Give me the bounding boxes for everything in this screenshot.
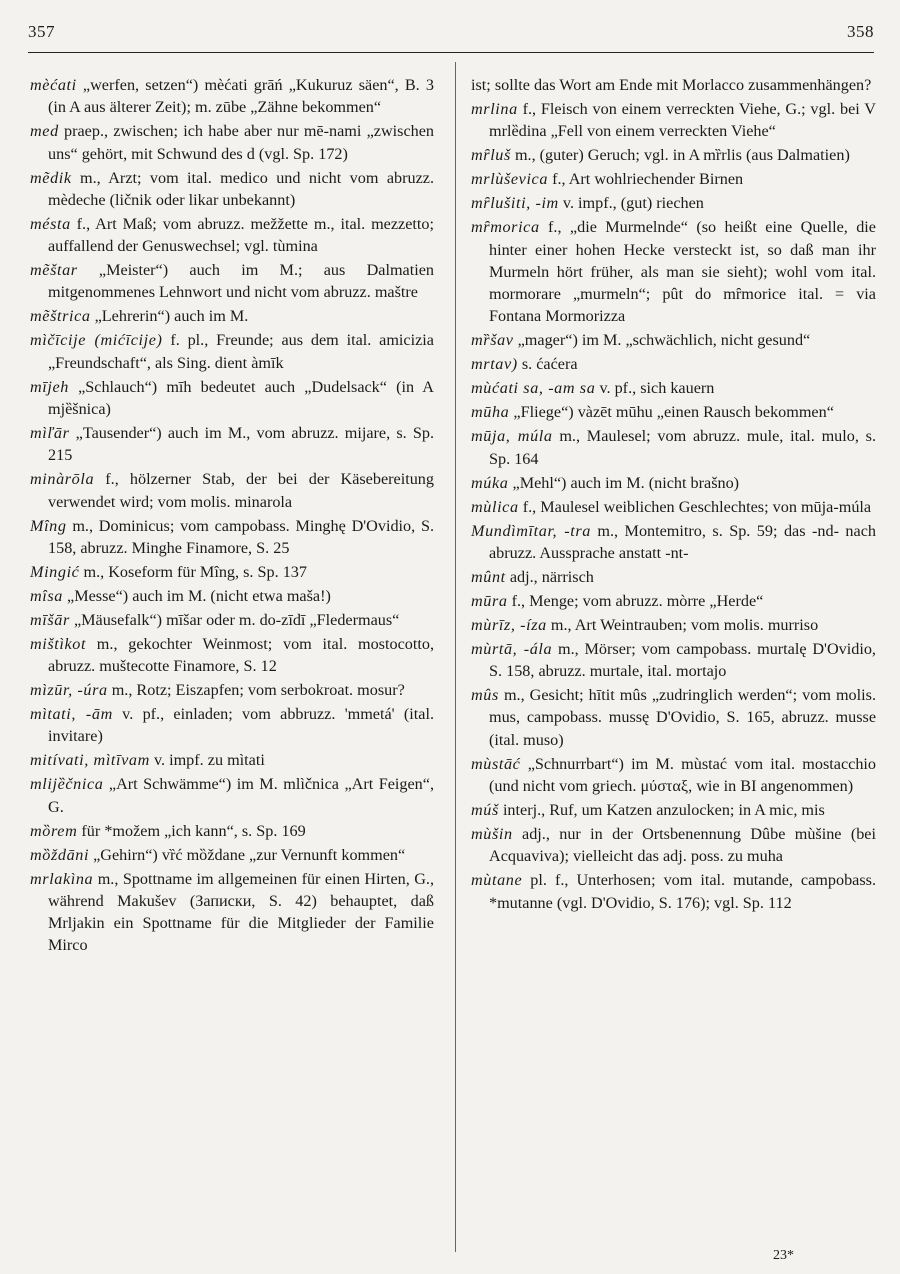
- entry-definition: m., Spottname im allgemeinen für einen Hirten, G., während Makušev (Записки, S. 42) behauptet, daß Mrljakin ein Spottname für die Mitglieder der Familie Mirco: [48, 869, 434, 955]
- entry-definition: f., hölzerner Stab, der bei der Käsebereitung verwendet wird; vom molis. minarola: [48, 470, 434, 511]
- entry-definition: m., Gesicht; hītit mûs „zudringlich werden“; vom molis. mus, campobass. mussę D'Ovidio, S. 165, abruzz. musse (ital. muso): [489, 686, 876, 749]
- dictionary-entry: [471, 638, 876, 683]
- page-number-right: 358: [847, 22, 874, 41]
- entry-definition: f., Menge; vom abruzz. mòrre „Herde“: [507, 591, 764, 610]
- entry-definition: „Mäusefalk“) mīšar oder m. do-zīdī „Fledermaus“: [69, 610, 400, 629]
- entry-headword: mèćati: [30, 76, 77, 94]
- entry-definition: „Schlauch“) mīh bedeutet auch „Dudelsack“ (in A mjȅšnica): [48, 377, 434, 418]
- entry-headword: mȍrem: [30, 821, 78, 840]
- dictionary-entry: [30, 844, 434, 866]
- entry-headword: mlijȅčnica: [30, 775, 104, 794]
- dictionary-entry: [30, 376, 434, 421]
- entry-definition: für *možem „ich kann“, s. Sp. 169: [77, 821, 306, 840]
- entry-definition: adj., närrisch: [505, 567, 594, 586]
- left-column: [30, 74, 434, 958]
- entry-definition: m., Dominicus; vom campobass. Minghę D'Ovidio, S. 158, abruzz. Minghe Finamore, S. 25: [48, 516, 434, 557]
- dictionary-entry: [30, 74, 434, 119]
- dictionary-entry: [471, 753, 876, 798]
- entry-definition: m., (guter) Geruch; vgl. in A mȑrlis (aus Dalmatien): [510, 146, 850, 165]
- dictionary-entry: [30, 868, 434, 957]
- entry-definition: f., Art Maß; vom abruzz. mežžette m., ital. mezzetto; auffallend der Genuswechsel; vgl. tùmina: [48, 214, 434, 256]
- dictionary-entry: [30, 609, 434, 631]
- entry-headword: mùrtā, -ála: [471, 639, 553, 658]
- entry-definition: f., Maulesel weiblichen Geschlechtes; von mūja-múla: [518, 497, 872, 516]
- page-number-left: 357: [28, 22, 55, 41]
- entry-headword: mitívati, mìtīvam: [30, 751, 150, 770]
- entry-definition: „Gehirn“) vȑć mȍždane „zur Vernunft kommen“: [89, 845, 406, 864]
- entry-headword: mrlùševica: [471, 170, 549, 189]
- dictionary-entry: [471, 377, 876, 399]
- signature-mark: 23*: [773, 1248, 794, 1263]
- entry-headword: mésta: [30, 214, 71, 233]
- entry-headword: med: [30, 122, 59, 141]
- entry-headword: mîsa: [30, 586, 63, 605]
- dictionary-entry: [30, 305, 434, 327]
- entry-headword: Mundìmītar, -tra: [471, 521, 591, 540]
- entry-definition: „Fliege“) vàzēt mūhu „einen Rausch bekommen“: [509, 403, 834, 422]
- entry-definition: „Messe“) auch im M. (nicht etwa maša!): [62, 586, 331, 605]
- entry-definition: „Tausender“) auch im M., vom abruzz. mijare, s. Sp. 215: [48, 423, 434, 465]
- entry-headword: mūja, múla: [471, 427, 553, 446]
- column-divider: [455, 62, 456, 1252]
- dictionary-entry: [471, 472, 876, 494]
- right-column: [471, 74, 876, 916]
- entry-definition: „Mehl“) auch im M. (nicht brašno): [508, 473, 740, 492]
- entry-definition: v. impf. zu mìtati: [149, 751, 265, 770]
- dictionary-entry: [471, 799, 876, 821]
- entry-headword: mùrīz, -íza: [471, 615, 547, 634]
- entry-headword: mūha: [471, 403, 510, 422]
- entry-headword: minàrōla: [30, 470, 95, 489]
- entry-headword: mùstāć: [471, 754, 521, 773]
- entry-definition: „Meister“) auch im M.; aus Dalmatien mitgenommenes Lehnwort und nicht vom abruzz. maštre: [48, 261, 434, 302]
- dictionary-entry: [471, 684, 876, 751]
- dictionary-entry: [471, 869, 876, 914]
- entry-headword: mẽdik: [30, 168, 72, 187]
- dictionary-entry: [30, 468, 434, 513]
- dictionary-entry: [471, 401, 876, 423]
- entry-headword: mûs: [471, 686, 499, 705]
- dictionary-entry: [471, 425, 876, 470]
- dictionary-entry: [471, 74, 876, 96]
- entry-headword: mìzūr, -úra: [30, 681, 108, 700]
- entry-definition: pl. f., Unterhosen; vom ital. mutande, campobass. *mutanne (vgl. D'Ovidio, S. 176); vgl. Sp. 112: [489, 871, 876, 912]
- dictionary-entry: [471, 144, 876, 166]
- entry-headword: Mîng: [30, 516, 67, 535]
- dictionary-entry: [471, 590, 876, 612]
- dictionary-entry: [30, 120, 434, 165]
- entry-definition: „Lehrerin“) auch im M.: [90, 307, 249, 326]
- entry-definition: f. pl., Freunde; aus dem ital. amicizia „Freundschaft“, als Sing. dient àmīk: [48, 331, 434, 372]
- entry-definition: „Art Schwämme“) im M. mlìčnica „Art Feigen“, G.: [48, 775, 434, 816]
- header-rule: [28, 52, 874, 53]
- entry-headword: mȓmorica: [471, 218, 540, 237]
- dictionary-entry: [30, 422, 434, 467]
- dictionary-entry: [30, 820, 434, 842]
- dictionary-entry: [30, 259, 434, 304]
- dictionary-entry: [30, 703, 434, 748]
- dictionary-entry: [30, 773, 434, 818]
- entry-headword: mȓlušiti, -im: [471, 194, 559, 213]
- entry-headword: mûnt: [471, 567, 506, 586]
- entry-headword: mūra: [471, 591, 508, 610]
- entry-definition: „werfen, setzen“) mèćati grāń „Kukuruz säen“, B. 3 (in A aus älterer Zeit); m. zūbe „Zähne bekommen“: [48, 76, 434, 117]
- dictionary-entry: [30, 329, 434, 374]
- entry-definition: interj., Ruf, um Katzen anzulocken; in A mic, mis: [498, 800, 825, 819]
- entry-headword: múš: [471, 800, 499, 819]
- entry-headword: mìľār: [30, 423, 70, 442]
- entry-headword: mùtane: [471, 871, 523, 890]
- entry-headword: mùšin: [471, 824, 513, 843]
- entry-definition: m., Maulesel; vom abruzz. mule, ital. mulo, s. Sp. 164: [489, 427, 877, 468]
- dictionary-entry: [471, 823, 876, 868]
- dictionary-entry: [30, 633, 434, 678]
- dictionary-entry: [471, 614, 876, 636]
- dictionary-entry: [471, 98, 876, 143]
- dictionary-entry: [471, 566, 876, 588]
- dictionary-entry: [30, 515, 434, 560]
- entry-definition: m., Montemitro, s. Sp. 59; das -nd- nach abruzz. Aussprache anstatt -nt-: [489, 521, 876, 562]
- entry-headword: mȓluš: [471, 146, 511, 165]
- entry-definition: f., Fleisch von einem verreckten Viehe, G.; vgl. bei V mrlȅdina „Fell von einem verreckten Viehe“: [489, 99, 876, 141]
- entry-definition: adj., nur in der Ortsbenennung Dûbe mùšine (bei Acquaviva); vielleicht das adj. poss. zu muha: [489, 824, 876, 866]
- entry-headword: múka: [471, 473, 509, 492]
- entry-headword: mištìkot: [30, 634, 87, 653]
- entry-definition: m., Koseform für Mîng, s. Sp. 137: [79, 562, 307, 581]
- dictionary-entry: [471, 216, 876, 327]
- dictionary-entry: [30, 679, 434, 701]
- entry-definition: praep., zwischen; ich habe aber nur mē-nami „zwischen uns“ gehört, mit Schwund des d (vgl. Sp. 172): [48, 122, 434, 163]
- entry-definition: „mager“) im M. „schwächlich, nicht gesund“: [513, 331, 811, 350]
- dictionary-entry: [471, 520, 876, 565]
- entry-definition: m., Arzt; vom ital. medico und nicht vom abruzz. mèdeche (ličnik oder likar unbekannt): [48, 168, 434, 209]
- entry-definition: f., „die Murmelnde“ (so heißt eine Quelle, die hinter einer hohen Hecke versteckt ist, so daß man ihr Murmeln hört früher, als man sie sieht); wohl vom ital. mormorare „murmeln“; pût do mȓmorice ital. = via Fontana Mormorizza: [489, 218, 876, 326]
- dictionary-entry: [30, 749, 434, 771]
- entry-definition: m., Mörser; vom campobass. murtalę D'Ovidio, S. 158, abruzz. murtale, ital. mortajo: [489, 639, 876, 681]
- entry-headword: Mingić: [30, 562, 80, 581]
- dictionary-entry: [471, 329, 876, 351]
- entry-headword: mìtati, -ām: [30, 705, 113, 724]
- entry-headword: mȑšav: [471, 331, 514, 350]
- entry-definition: v. pf., sich kauern: [595, 379, 715, 398]
- dictionary-entry: [30, 561, 434, 583]
- entry-headword: mrlakìna: [30, 869, 94, 888]
- entry-headword: mījeh: [30, 377, 69, 396]
- dictionary-entry: [471, 353, 876, 375]
- entry-definition: v. impf., (gut) riechen: [558, 194, 704, 213]
- entry-definition: m., Art Weintrauben; vom molis. murriso: [546, 615, 819, 634]
- entry-headword: mrtav): [471, 355, 518, 374]
- entry-headword: mùlica: [471, 497, 519, 516]
- dictionary-entry: [471, 168, 876, 190]
- entry-definition: ist; sollte das Wort am Ende mit Morlacco zusammenhängen?: [471, 76, 872, 94]
- entry-headword: mīšār: [30, 610, 70, 629]
- entry-definition: s. ćaćera: [517, 355, 578, 374]
- entry-headword: mùćati sa, -am sa: [471, 379, 596, 398]
- dictionary-entry: [30, 167, 434, 212]
- dictionary-entry: [30, 213, 434, 258]
- entry-definition: „Schnurrbart“) im M. mùstać vom ital. mostacchio (und nicht vom griech. μύσταξ, wie in BI angenommen): [489, 754, 876, 795]
- entry-headword: mẽštar: [30, 261, 78, 280]
- entry-definition: f., Art wohlriechender Birnen: [548, 170, 744, 189]
- dictionary-entry: [471, 496, 876, 518]
- entry-headword: mȍždāni: [30, 845, 90, 864]
- entry-definition: m., gekochter Weinmost; vom ital. mostocotto, abruzz. muštecotte Finamore, S. 12: [48, 634, 434, 676]
- entry-definition: v. pf., einladen; vom abbruzz. 'mmetá' (ital. invitare): [48, 705, 434, 746]
- entry-headword: mìčīcije (mićīcije): [30, 331, 163, 350]
- entry-headword: mrlina: [471, 99, 518, 118]
- entry-headword: mẽštrica: [30, 307, 91, 326]
- entry-definition: m., Rotz; Eiszapfen; vom serbokroat. mosur?: [107, 681, 405, 700]
- dictionary-entry: [30, 585, 434, 607]
- dictionary-entry: [471, 192, 876, 214]
